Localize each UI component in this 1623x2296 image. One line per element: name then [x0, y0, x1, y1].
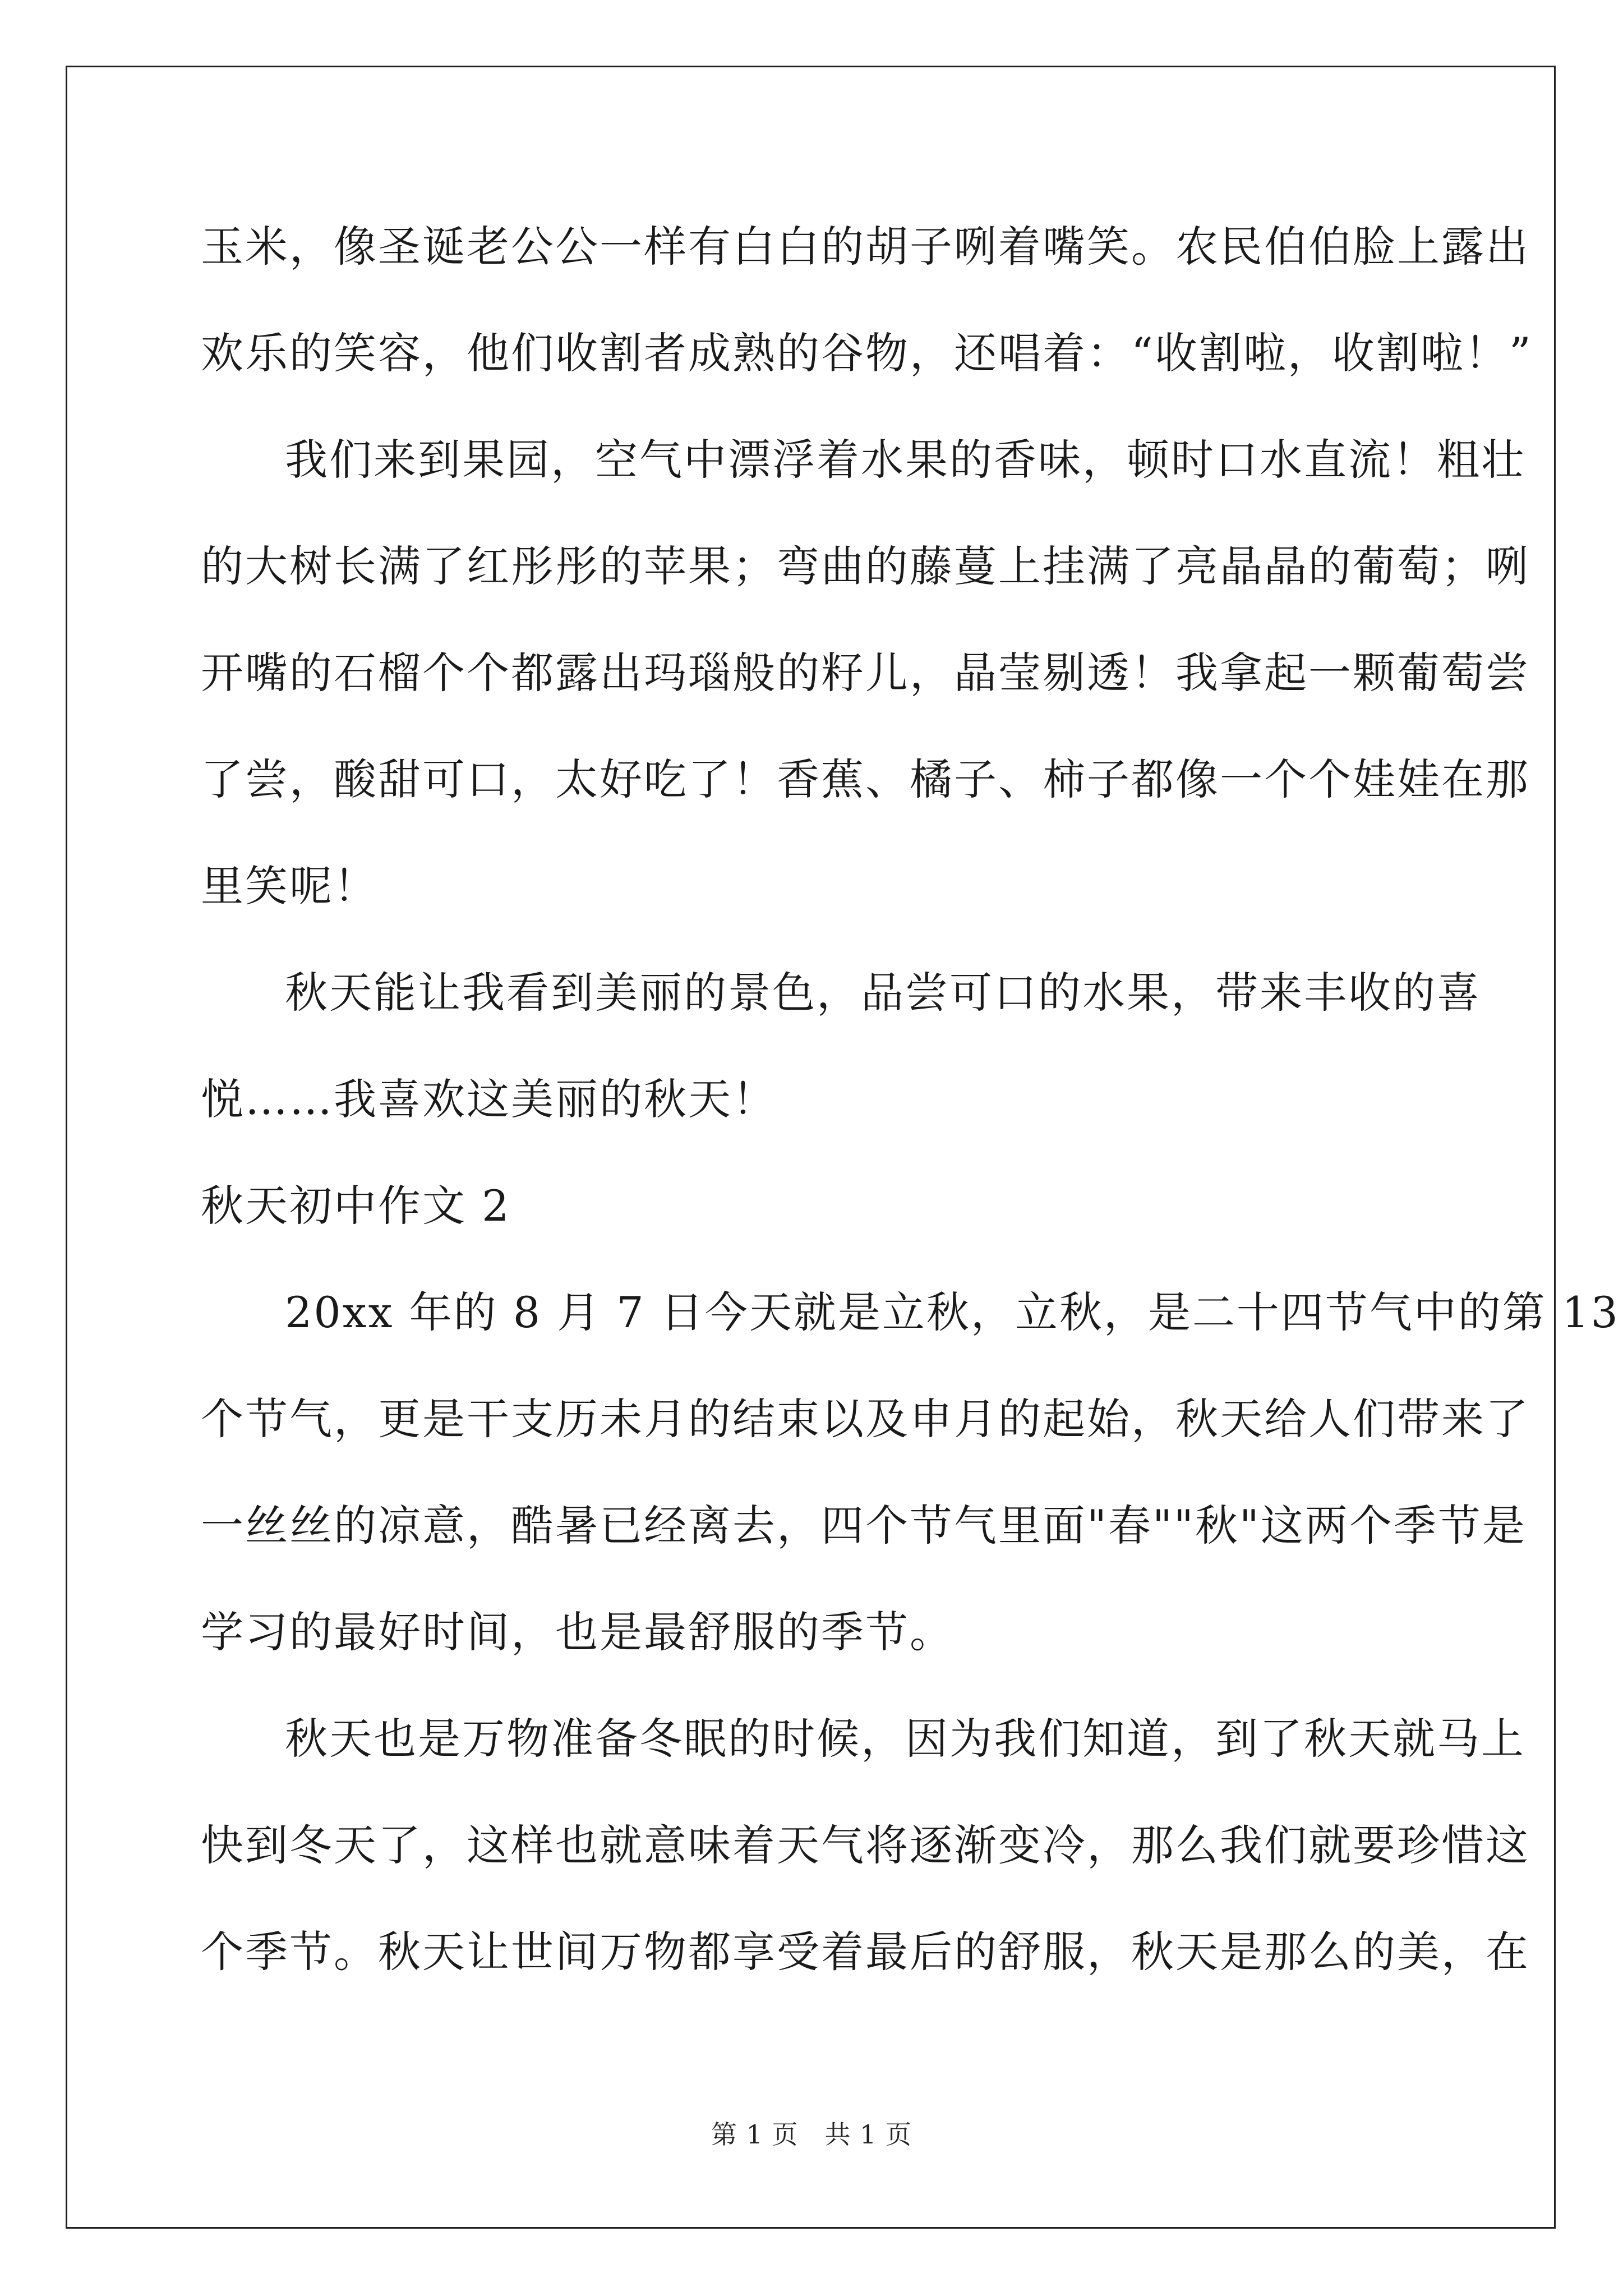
text-line: 秋天也是万物准备冬眠的时候，因为我们知道，到了秋天就马上 [285, 1714, 1525, 1764]
text-line: 的大树长满了红彤彤的苹果；弯曲的藤蔓上挂满了亮晶晶的葡萄；咧 [201, 541, 1530, 591]
text-line: 个季节。秋天让世间万物都享受着最后的舒服，秋天是那么的美，在 [201, 1927, 1530, 1977]
text-line: 秋天能让我看到美丽的景色，品尝可口的水果，带来丰收的喜 [285, 968, 1481, 1018]
text-line: 开嘴的石榴个个都露出玛瑙般的籽儿，晶莹剔透！我拿起一颗葡萄尝 [201, 648, 1530, 698]
text-line: 快到冬天了，这样也就意味着天气将逐渐变冷，那么我们就要珍惜这 [201, 1820, 1530, 1870]
text-line: 个节气，更是干支历未月的结束以及申月的起始，秋天给人们带来了 [201, 1394, 1530, 1444]
text-line: 我们来到果园，空气中漂浮着水果的香味，顿时口水直流！粗壮 [285, 435, 1525, 485]
text-line: 了尝，酸甜可口，太好吃了！香蕉、橘子、柿子都像一个个娃娃在那 [201, 754, 1530, 804]
text-line: 一丝丝的凉意，酷暑已经离去，四个节气里面"春""秋"这两个季节是 [201, 1501, 1527, 1550]
text-line: 里笑呢！ [201, 861, 378, 911]
text-line: 玉米，像圣诞老公公一样有白白的胡子咧着嘴笑。农民伯伯脸上露出 [201, 222, 1530, 272]
text-line: 20xx 年的 8 月 7 日今天就是立秋，立秋，是二十四节气中的第 13 [285, 1287, 1620, 1337]
text-line: 学习的最好时间，也是最舒服的季节。 [201, 1607, 954, 1657]
text-line: 欢乐的笑容，他们收割者成熟的谷物，还唱着：“收割啦，收割啦！” [201, 328, 1533, 378]
text-line: 悦……我喜欢这美丽的秋天！ [201, 1074, 777, 1124]
page-border [66, 66, 1556, 2229]
page-footer: 第 1 页 共 1 页 [711, 2119, 912, 2150]
section-heading: 秋天初中作文 2 [201, 1181, 511, 1231]
